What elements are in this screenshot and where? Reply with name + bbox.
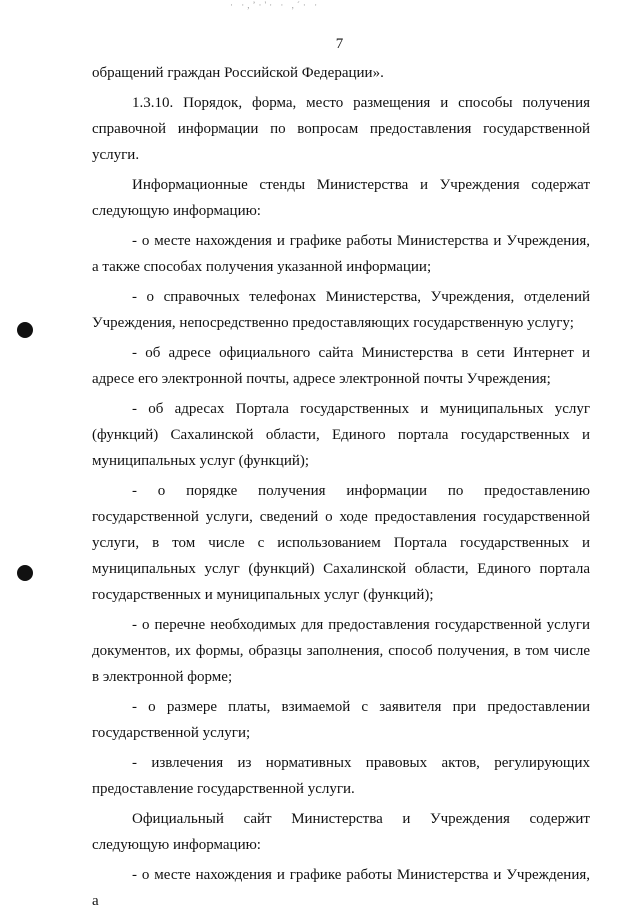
list-item-regulations: - извлечения из нормативных правовых актов, регулирующих предоставление государственной услуги. xyxy=(92,755,590,797)
list-item-location-schedule-website: - о месте нахождения и графике работы Министерства и Учреждения, а xyxy=(92,867,590,909)
list-item-fee: - о размере платы, взимаемой с заявителя при предоставлении государственной услуги; xyxy=(92,699,590,741)
scan-artifact-marks: · ·,’·'· · ,´· · xyxy=(230,0,321,10)
list-item-website-email: - об адресе официального сайта Министерства в сети Интернет и адресе его электронной почты, адресе электронной почты Учреждения; xyxy=(92,345,590,387)
paragraph-continuation: обращений граждан Российской Федерации». xyxy=(92,65,384,81)
punch-hole-mark xyxy=(17,565,33,581)
document-body xyxy=(92,60,590,914)
section-heading-1-3-10: 1.3.10. Порядок, форма, место размещения и способы получения справочной информации по вопросам предоставления государственной услуги. xyxy=(92,95,590,163)
list-item-documents: - о перечне необходимых для предоставления государственной услуги документов, их формы, образцы заполнения, способ получения, в том числе в электронной форме; xyxy=(92,617,590,685)
page-number: 7 xyxy=(335,36,344,52)
list-item-info-procedure: - о порядке получения информации по предоставлению государственной услуги, сведений о ходе предоставления государственной услуги, в том числе с использованием Портала государственных и муниципальных услуг (функций) Сахалинской области, Единого портала государственных и муниципальных услуг (функций); xyxy=(92,483,590,603)
punch-hole-mark xyxy=(17,322,33,338)
list-item-phones: - о справочных телефонах Министерства, Учреждения, отделений Учреждения, непосредственно предоставляющих государственную услугу; xyxy=(92,289,590,331)
list-item-portals: - об адресах Портала государственных и муниципальных услуг (функций) Сахалинской области, Единого портала государственных и муниципальных услуг (функций); xyxy=(92,401,590,469)
list-item-location-schedule: - о месте нахождения и графике работы Министерства и Учреждения, а также способах получения указанной информации; xyxy=(92,233,590,275)
paragraph-website-intro: Официальный сайт Министерства и Учреждения содержит следующую информацию: xyxy=(92,811,590,853)
paragraph-info-stands-intro: Информационные стенды Министерства и Учреждения содержат следующую информацию: xyxy=(92,177,590,219)
